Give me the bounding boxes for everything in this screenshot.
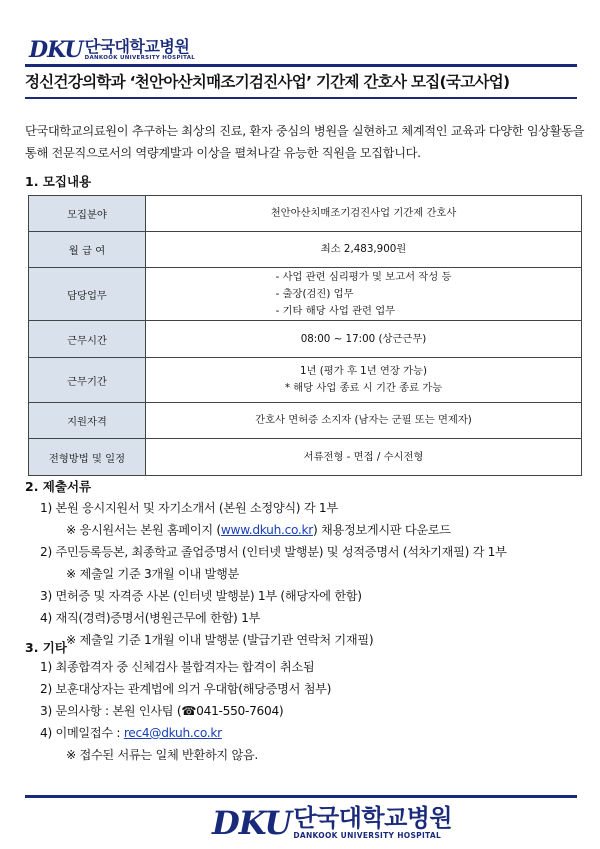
hospital-logo-bottom <box>212 804 452 842</box>
list-item: 1) 최종합격자 중 신체검사 불합격자는 합격이 취소됨 <box>40 660 315 674</box>
row-label: 근무기간 <box>29 358 146 403</box>
list-item-text: ※ 응시원서는 본원 홈페이지 ( <box>66 523 221 537</box>
header-divider <box>25 64 577 67</box>
list-item: ※ 접수된 서류는 일체 반환하지 않음. <box>66 748 258 762</box>
list-item <box>40 722 585 744</box>
list-item: ※ 제출일 기준 3개월 이내 발행분 <box>66 567 239 581</box>
list-item <box>40 519 585 541</box>
row-label: 지원자격 <box>29 403 146 439</box>
documents-list <box>40 497 585 651</box>
misc-list <box>40 656 585 766</box>
logo-name-en: DANKOOK UNIVERSITY HOSPITAL <box>293 831 442 840</box>
list-item: 2) 보훈대상자는 관계법에 의거 우대함(해당증명서 첨부) <box>40 682 332 696</box>
row-value-line: - 사업 관련 심리평가 및 보고서 작성 등 <box>275 270 452 283</box>
row-value-line: - 기타 해당 사업 관련 업무 <box>275 304 396 317</box>
table-row <box>29 439 582 476</box>
row-value-line: 최소 2,483,900원 <box>320 243 407 255</box>
row-label: 근무시간 <box>29 321 146 358</box>
list-item: 3) 문의사항 : 본원 인사팀 (☎041-550-7604) <box>40 704 284 718</box>
row-value-line: * 해당 사업 종료 시 기간 종료 가능 <box>284 382 443 394</box>
list-item: 3) 면허증 및 자격증 사본 (인터넷 발행분) 1부 (해당자에 한함) <box>40 589 362 603</box>
row-value <box>146 439 582 476</box>
footer-divider <box>25 795 577 798</box>
row-label: 모집분야 <box>29 196 146 232</box>
row-value-line: 천안아산치매조기검진사업 기간제 간호사 <box>270 207 457 219</box>
logo-name-kr: 단국대학교병원 <box>84 37 190 56</box>
row-value <box>146 358 582 403</box>
row-value <box>146 196 582 232</box>
section-heading-3: 3. 기타 <box>25 640 67 655</box>
table-row <box>29 321 582 358</box>
section-heading-1: 1. 모집내용 <box>25 174 92 189</box>
list-item-text: ) 채용정보게시판 다운로드 <box>312 523 451 537</box>
list-item: 1) 본원 응시지원서 및 자기소개서 (본원 소정양식) 각 1부 <box>40 501 338 515</box>
section-heading-2: 2. 제출서류 <box>25 479 92 494</box>
row-value <box>146 321 582 358</box>
list-item: 2) 주민등록등본, 최종학교 졸업증명서 (인터넷 발행분) 및 성적증명서 (석차기재필) 각 1부 <box>40 545 507 559</box>
row-label: 전형방법 및 일정 <box>29 439 146 476</box>
row-value <box>146 403 582 439</box>
table-row <box>29 268 582 321</box>
row-value-line: 08:00 ~ 17:00 (상근근무) <box>300 332 427 345</box>
row-value-line: - 출장(검진) 업무 <box>275 287 354 300</box>
list-item-text: 4) 이메일접수 : <box>40 726 124 740</box>
intro-paragraph: 단국대학교의료원이 추구하는 최상의 진료, 환자 중심의 병원을 실현하고 체계적인 교육과 다양한 임상활동을 통해 전문직으로서의 역량계발과 이상을 펼쳐나갈 유능한 직원을 모집합니다. <box>25 124 585 160</box>
row-value <box>146 232 582 268</box>
link[interactable]: rec4@dkuh.co.kr <box>123 726 222 740</box>
table-row <box>29 403 582 439</box>
row-value-line: 1년 (평가 후 1년 연장 가능) <box>299 365 428 377</box>
title-divider <box>25 97 577 99</box>
table-row <box>29 196 582 232</box>
table-row <box>29 358 582 403</box>
table-row <box>29 232 582 268</box>
page-title: 정신건강의학과 ‘천안아산치매조기검진사업’ 기간제 간호사 모집(국고사업) <box>25 73 510 91</box>
row-value-line: 서류전형 - 면접 / 수시전형 <box>303 450 424 463</box>
row-value <box>146 268 582 321</box>
link[interactable]: www.dkuh.co.kr <box>220 523 313 537</box>
logo-mark: DKU <box>212 804 292 842</box>
list-item: 4) 재직(경력)증명서(병원근무에 한함) 1부 <box>40 611 261 625</box>
list-item: ※ 제출일 기준 1개월 이내 발행분 (발급기관 연락처 기재필) <box>66 633 374 647</box>
logo-name-kr: 단국대학교병원 <box>293 804 453 832</box>
logo-mark: DKU <box>29 37 83 63</box>
recruitment-table <box>28 195 582 476</box>
row-label: 월 급 여 <box>29 232 146 268</box>
row-label: 담당업무 <box>29 268 146 321</box>
row-value-line: 간호사 면허증 소지자 (남자는 군필 또는 면제자) <box>255 414 472 426</box>
hospital-logo-top <box>29 37 195 63</box>
logo-name-en: DANKOOK UNIVERSITY HOSPITAL <box>84 55 196 61</box>
